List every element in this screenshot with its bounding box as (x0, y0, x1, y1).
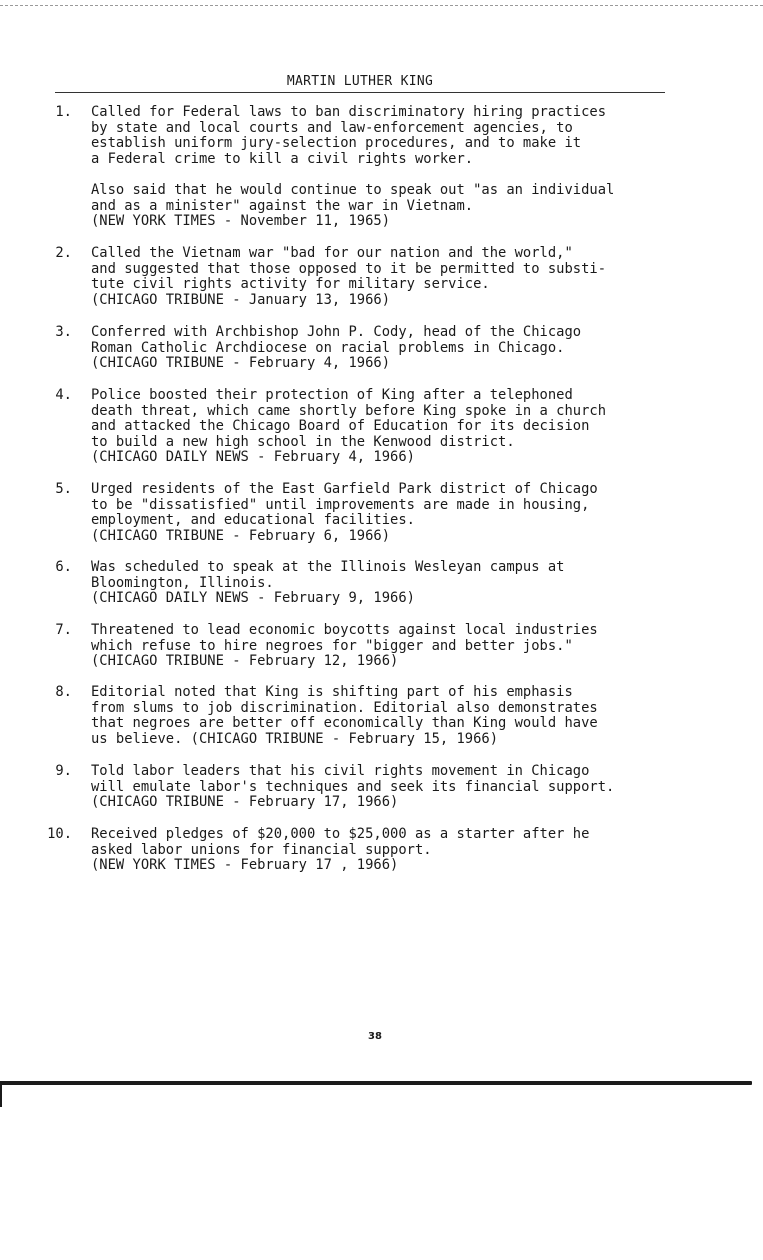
item-line: Called the Vietnam war "bad for our nation and the world," (91, 245, 573, 261)
item-text (91, 482, 598, 544)
item-number: 2. (55, 245, 72, 261)
item-number: 9. (55, 763, 72, 779)
item-line: a Federal crime to kill a civil rights worker. (91, 150, 474, 167)
item-line: to build a new high school in the Kenwood district. (91, 433, 515, 450)
item-line: (NEW YORK TIMES - February 17 , 1966) (91, 857, 399, 874)
item-line: Received pledges of $20,000 to $25,000 as a starter after he (91, 826, 590, 842)
item-line: Bloomington, Illinois. (91, 574, 274, 591)
item-line: will emulate labor's techniques and seek its financial support. (91, 778, 615, 795)
item-line: and as a minister" against the war in Vietnam. (91, 197, 474, 214)
item-line: which refuse to hire negroes for "bigger and better jobs." (91, 637, 573, 654)
item-line (91, 167, 614, 183)
item-text (91, 764, 614, 811)
item-line: (NEW YORK TIMES - November 11, 1965) (91, 213, 391, 230)
item-line: Told labor leaders that his civil rights movement in Chicago (91, 763, 590, 779)
item-text (91, 325, 581, 372)
bottom-corner-mark (0, 1081, 10, 1107)
item-line: Police boosted their protection of King after a telephoned (91, 387, 573, 403)
item-line: (CHICAGO TRIBUNE - February 12, 1966) (91, 653, 399, 670)
item-line: Also said that he would continue to speak out "as an individual (91, 181, 615, 198)
item-number: 4. (55, 387, 72, 403)
item-text (91, 388, 606, 466)
item-line: Conferred with Archbishop John P. Cody, head of the Chicago (91, 324, 582, 340)
item-line: (CHICAGO DAILY NEWS - February 4, 1966) (91, 449, 415, 466)
item-text (91, 560, 564, 607)
item-line: establish uniform jury-selection procedures, and to make it (91, 135, 582, 152)
item-number: 8. (55, 684, 72, 700)
item-line: tute civil rights activity for military service. (91, 276, 490, 293)
item-text (91, 827, 589, 874)
item-line: and suggested that those opposed to it be permitted to substi- (91, 260, 606, 277)
item-line: Called for Federal laws to ban discriminatory hiring practices (91, 104, 606, 120)
item-number: 6. (55, 559, 72, 575)
item-text (91, 105, 614, 230)
item-line: Was scheduled to speak at the Illinois Wesleyan campus at (91, 559, 565, 575)
item-text (91, 623, 598, 670)
item-line: and attacked the Chicago Board of Education for its decision (91, 418, 590, 435)
item-text (91, 246, 606, 308)
page-header: MARTIN LUTHER KING (55, 74, 665, 93)
item-line: that negroes are better off economically than King would have (91, 715, 598, 732)
item-line: Urged residents of the East Garfield Park district of Chicago (91, 481, 598, 497)
bottom-rule (0, 1081, 752, 1085)
item-line: (CHICAGO TRIBUNE - February 6, 1966) (91, 527, 391, 544)
item-line: from slums to job discrimination. Editorial also demonstrates (91, 699, 598, 716)
top-page-edge (0, 0, 763, 6)
item-number: 3. (55, 324, 72, 340)
item-line: employment, and educational facilities. (91, 512, 415, 529)
item-line: to be "dissatisfied" until improvements are made in housing, (91, 496, 590, 513)
item-line: Threatened to lead economic boycotts against local industries (91, 622, 598, 638)
item-number: 7. (55, 622, 72, 638)
item-line: Editorial noted that King is shifting part of his emphasis (91, 684, 573, 700)
item-number: 1. (55, 104, 72, 120)
item-line: us believe. (CHICAGO TRIBUNE - February 15, 1966) (91, 730, 499, 747)
item-line: (CHICAGO DAILY NEWS - February 9, 1966) (91, 590, 415, 607)
item-line: by state and local courts and law-enforcement agencies, to (91, 119, 573, 136)
item-line: (CHICAGO TRIBUNE - January 13, 1966) (91, 291, 391, 308)
item-number: 10. (47, 826, 72, 842)
item-line: (CHICAGO TRIBUNE - February 4, 1966) (91, 355, 391, 372)
item-line: death threat, which came shortly before King spoke in a church (91, 402, 606, 419)
item-line: Roman Catholic Archdiocese on racial problems in Chicago. (91, 339, 565, 356)
item-line: asked labor unions for financial support. (91, 841, 432, 858)
item-text (91, 685, 598, 747)
item-line: (CHICAGO TRIBUNE - February 17, 1966) (91, 794, 399, 811)
item-number: 5. (55, 481, 72, 497)
page-number: 38 (368, 1031, 382, 1042)
